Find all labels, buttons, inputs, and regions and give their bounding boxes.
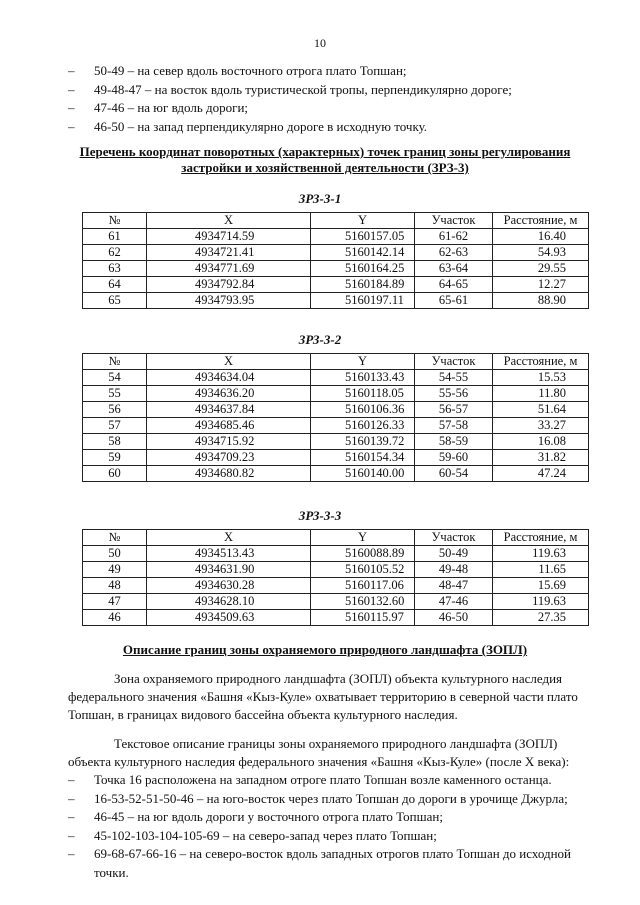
- table-row: [83, 402, 589, 418]
- cell-y: 5160126.33: [311, 418, 415, 434]
- list-item: – 16-53-52-51-50-46 – на юго-восток через плато Топшан до дороги в урочище Джурла;: [68, 790, 588, 809]
- cell-distance: 15.53: [493, 370, 589, 386]
- intro-list: [68, 62, 588, 136]
- cell-y: 5160132.60: [311, 594, 415, 610]
- outro-list: [68, 771, 588, 882]
- table-title: ЗРЗ-3-2: [298, 332, 342, 347]
- cell-x: 4934721.41: [147, 245, 311, 261]
- cell-y: 5160088.89: [311, 546, 415, 562]
- cell-num: 56: [83, 402, 147, 418]
- cell-x: 4934714.59: [147, 229, 311, 245]
- cell-y: 5160133.43: [311, 370, 415, 386]
- cell-section: 62-63: [415, 245, 493, 261]
- section-heading-zrz3: Перечень координат поворотных (характерных) точек границ зоны регулирования застройки и хозяйственной деятельности (ЗРЗ-3): [79, 144, 571, 175]
- cell-section: 54-55: [415, 370, 493, 386]
- cell-section: 61-62: [415, 229, 493, 245]
- col-header-section: Участок: [415, 530, 493, 546]
- cell-num: 62: [83, 245, 147, 261]
- col-header-section: Участок: [415, 213, 493, 229]
- cell-y: 5160197.11: [311, 293, 415, 309]
- col-header-x: X: [147, 530, 311, 546]
- cell-section: 58-59: [415, 434, 493, 450]
- cell-y: 5160140.00: [311, 466, 415, 482]
- table-title: ЗРЗ-3-3: [298, 508, 342, 523]
- cell-distance: 12.27: [493, 277, 589, 293]
- cell-distance: 119.63: [493, 546, 589, 562]
- list-item: – 69-68-67-66-16 – на северо-восток вдоль западных отрогов плато Топшан до исходной точки.: [68, 845, 588, 882]
- cell-num: 54: [83, 370, 147, 386]
- cell-section: 46-50: [415, 610, 493, 626]
- list-item: – 49-48-47 – на восток вдоль туристической тропы, перпендикулярно дороге;: [68, 81, 588, 100]
- cell-num: 55: [83, 386, 147, 402]
- cell-num: 61: [83, 229, 147, 245]
- cell-x: 4934513.43: [147, 546, 311, 562]
- cell-num: 60: [83, 466, 147, 482]
- list-item: – 45-102-103-104-105-69 – на северо-запад через плато Топшан;: [68, 827, 588, 846]
- coords-table-2: [82, 353, 589, 482]
- cell-section: 63-64: [415, 261, 493, 277]
- table-row: [83, 450, 589, 466]
- paragraph-zopl-description: Текстовое описание границы зоны охраняемого природного ландшафта (ЗОПЛ) объекта культурного наследия федерального значения «Башня «Кыз-Куле» (после X века):: [68, 736, 570, 769]
- cell-y: 5160142.14: [311, 245, 415, 261]
- table-row: [83, 370, 589, 386]
- cell-section: 50-49: [415, 546, 493, 562]
- cell-num: 57: [83, 418, 147, 434]
- cell-section: 49-48: [415, 562, 493, 578]
- section-heading-zopl: Описание границ зоны охраняемого природного ландшафта (ЗОПЛ): [122, 642, 528, 657]
- table-row: [83, 466, 589, 482]
- cell-distance: 16.40: [493, 229, 589, 245]
- cell-y: 5160164.25: [311, 261, 415, 277]
- cell-distance: 51.64: [493, 402, 589, 418]
- cell-num: 48: [83, 578, 147, 594]
- table-row: [83, 245, 589, 261]
- coords-table-1: [82, 212, 589, 309]
- cell-distance: 47.24: [493, 466, 589, 482]
- table-header-row: [83, 354, 589, 370]
- cell-distance: 29.55: [493, 261, 589, 277]
- col-header-section: Участок: [415, 354, 493, 370]
- cell-y: 5160157.05: [311, 229, 415, 245]
- cell-distance: 27.35: [493, 610, 589, 626]
- cell-x: 4934715.92: [147, 434, 311, 450]
- cell-section: 64-65: [415, 277, 493, 293]
- col-header-x: X: [147, 213, 311, 229]
- list-item: – 46-50 – на запад перпендикулярно дороге в исходную точку.: [68, 118, 588, 137]
- table-row: [83, 610, 589, 626]
- cell-distance: 11.80: [493, 386, 589, 402]
- table-header-row: [83, 530, 589, 546]
- cell-section: 56-57: [415, 402, 493, 418]
- cell-num: 65: [83, 293, 147, 309]
- cell-x: 4934709.23: [147, 450, 311, 466]
- cell-distance: 33.27: [493, 418, 589, 434]
- coords-table-3: [82, 529, 589, 626]
- cell-section: 60-54: [415, 466, 493, 482]
- cell-num: 59: [83, 450, 147, 466]
- page-number: 10: [314, 36, 326, 50]
- cell-num: 64: [83, 277, 147, 293]
- list-item: – 46-45 – на юг вдоль дороги у восточного отрога плато Топшан;: [68, 808, 588, 827]
- table-row: [83, 229, 589, 245]
- col-header-num: №: [83, 530, 147, 546]
- cell-x: 4934680.82: [147, 466, 311, 482]
- table-row: [83, 293, 589, 309]
- cell-section: 47-46: [415, 594, 493, 610]
- cell-y: 5160105.52: [311, 562, 415, 578]
- table-row: [83, 594, 589, 610]
- cell-section: 57-58: [415, 418, 493, 434]
- col-header-num: №: [83, 213, 147, 229]
- cell-x: 4934771.69: [147, 261, 311, 277]
- cell-distance: 119.63: [493, 594, 589, 610]
- cell-num: 50: [83, 546, 147, 562]
- cell-x: 4934636.20: [147, 386, 311, 402]
- table-row: [83, 578, 589, 594]
- table-row: [83, 386, 589, 402]
- paragraph-zopl-intro: Зона охраняемого природного ландшафта (ЗОПЛ) объекта культурного наследия федерального значения «Башня «Кыз-Куле» охватывает территорию в северной части плато Топшан, в границах видового бассейна объекта культурного наследия.: [68, 671, 578, 722]
- table-row: [83, 277, 589, 293]
- cell-x: 4934793.95: [147, 293, 311, 309]
- cell-distance: 15.69: [493, 578, 589, 594]
- cell-num: 63: [83, 261, 147, 277]
- table-header-row: [83, 213, 589, 229]
- col-header-y: Y: [311, 530, 415, 546]
- cell-y: 5160115.97: [311, 610, 415, 626]
- cell-y: 5160106.36: [311, 402, 415, 418]
- list-item: – 50-49 – на север вдоль восточного отрога плато Топшан;: [68, 62, 588, 81]
- cell-x: 4934509.63: [147, 610, 311, 626]
- cell-distance: 88.90: [493, 293, 589, 309]
- col-header-distance: Расстояние, м: [493, 354, 589, 370]
- cell-num: 47: [83, 594, 147, 610]
- cell-section: 59-60: [415, 450, 493, 466]
- col-header-num: №: [83, 354, 147, 370]
- col-header-distance: Расстояние, м: [493, 530, 589, 546]
- list-item: – Точка 16 расположена на западном отроге плато Топшан возле каменного останца.: [68, 771, 588, 790]
- cell-distance: 16.08: [493, 434, 589, 450]
- cell-x: 4934631.90: [147, 562, 311, 578]
- table-title: ЗРЗ-3-1: [298, 191, 342, 206]
- cell-y: 5160118.05: [311, 386, 415, 402]
- cell-y: 5160139.72: [311, 434, 415, 450]
- cell-x: 4934685.46: [147, 418, 311, 434]
- table-row: [83, 434, 589, 450]
- cell-x: 4934634.04: [147, 370, 311, 386]
- col-header-x: X: [147, 354, 311, 370]
- cell-distance: 11.65: [493, 562, 589, 578]
- cell-y: 5160184.89: [311, 277, 415, 293]
- cell-distance: 31.82: [493, 450, 589, 466]
- table-row: [83, 418, 589, 434]
- cell-x: 4934792.84: [147, 277, 311, 293]
- cell-y: 5160117.06: [311, 578, 415, 594]
- col-header-y: Y: [311, 354, 415, 370]
- cell-x: 4934637.84: [147, 402, 311, 418]
- table-row: [83, 546, 589, 562]
- cell-num: 46: [83, 610, 147, 626]
- cell-x: 4934630.28: [147, 578, 311, 594]
- cell-num: 58: [83, 434, 147, 450]
- cell-section: 48-47: [415, 578, 493, 594]
- cell-section: 65-61: [415, 293, 493, 309]
- cell-y: 5160154.34: [311, 450, 415, 466]
- list-item: – 47-46 – на юг вдоль дороги;: [68, 99, 588, 118]
- cell-x: 4934628.10: [147, 594, 311, 610]
- cell-section: 55-56: [415, 386, 493, 402]
- table-row: [83, 562, 589, 578]
- col-header-distance: Расстояние, м: [493, 213, 589, 229]
- table-row: [83, 261, 589, 277]
- cell-num: 49: [83, 562, 147, 578]
- col-header-y: Y: [311, 213, 415, 229]
- cell-distance: 54.93: [493, 245, 589, 261]
